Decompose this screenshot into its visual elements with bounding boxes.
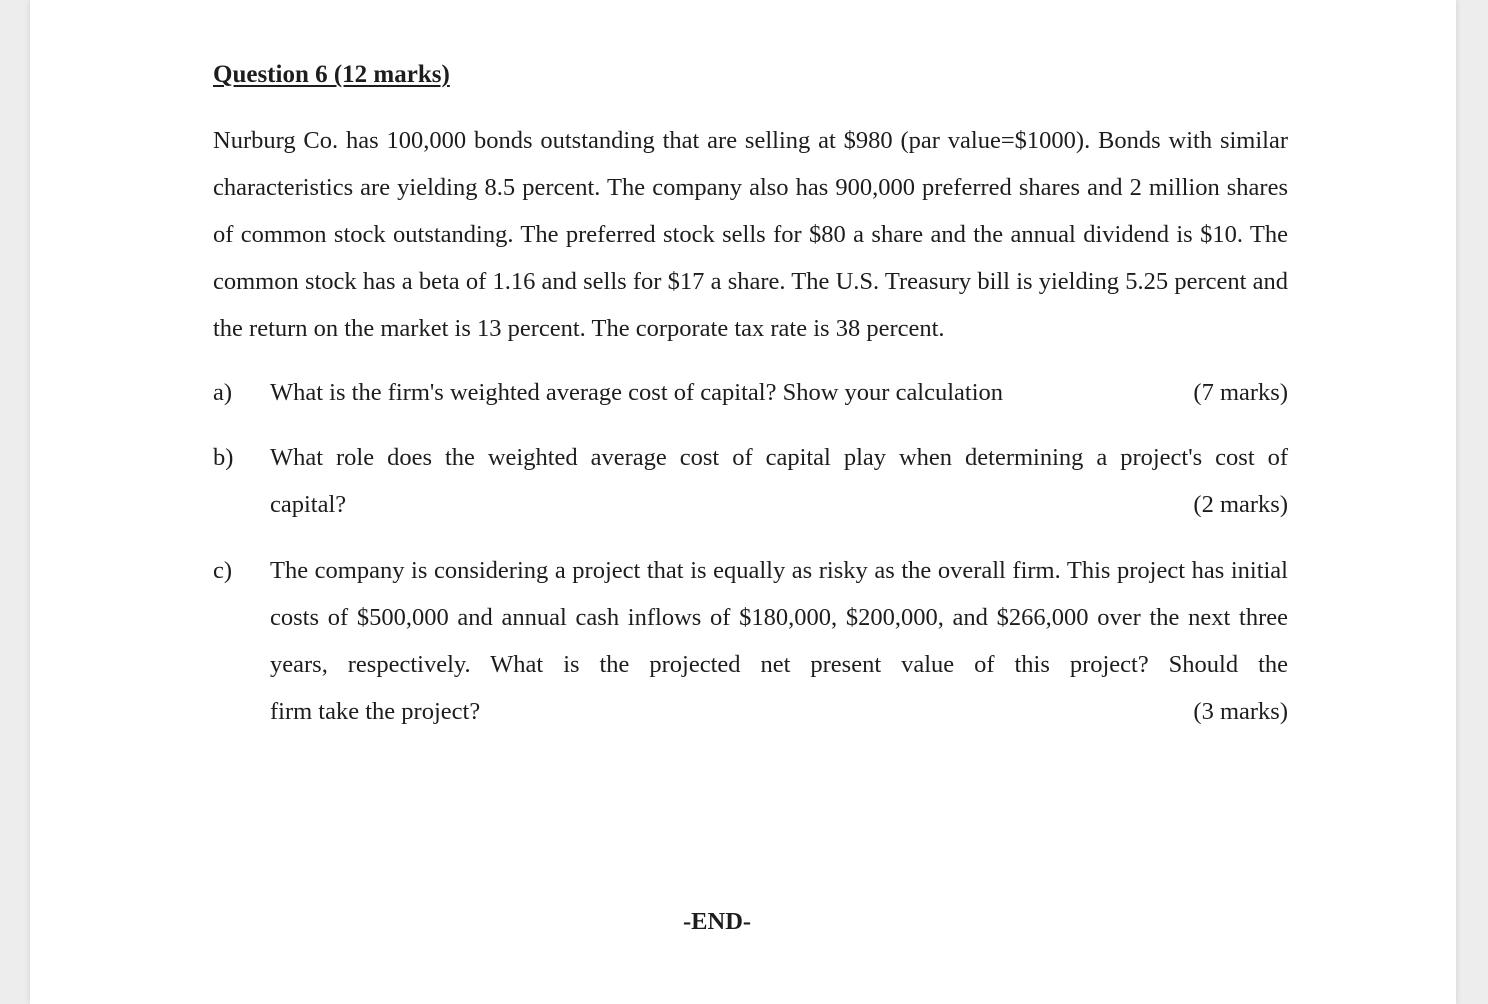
sub-question-text: The company is considering a project that is equally as risky as the overall firm. This project has initial costs of $500,000 and annual cash inflows of $180,000, $200,000, and $266,000 over the next three years, respectively. What is the projected net present value of this project? Should the: [270, 557, 1288, 679]
question-intro: Nurburg Co. has 100,000 bonds outstanding that are selling at $980 (par value=$1000). Bonds with similar characteristics are yielding 8.5 percent. The company also has 900,000 preferred shares and 2 million shares of common stock outstanding. The preferred stock sells for $80 a share and the annual dividend is $10. The common stock has a beta of 1.16 and sells for $17 a share. The U.S. Treasury bill is yielding 5.25 percent and the return on the market is 13 percent. The corporate tax rate is 38 percent.: [213, 127, 1288, 342]
marks-label: (7 marks): [1193, 378, 1288, 406]
sub-question-letter: c): [213, 557, 233, 585]
document-page: [30, 0, 1456, 1004]
sub-question-text: What is the firm's weighted average cost of capital? Show your calculation: [270, 378, 1004, 406]
sub-question-letter: b): [213, 444, 234, 472]
sub-question-letter: a): [213, 378, 233, 406]
marks-label: (2 marks): [1193, 491, 1288, 519]
question-content: [213, 55, 1288, 736]
sub-question-text: What role does the weighted average cost of capital play when determining a project's cost of: [270, 444, 1288, 472]
sub-question-last-line: [270, 689, 1288, 736]
question-title: Question 6 (12 marks): [213, 61, 450, 88]
sub-question-last-line-text: capital?: [270, 491, 347, 519]
end-marker: -END-: [683, 908, 752, 935]
sub-question-last-line-text: firm take the project?: [270, 697, 481, 725]
sub-question-body: [270, 370, 1288, 417]
marks-label: (3 marks): [1193, 697, 1288, 725]
sub-question-last-line: [270, 482, 1288, 529]
sub-question-b: [213, 435, 1288, 529]
sub-question-a: [213, 370, 1288, 417]
sub-question-c: [213, 548, 1288, 736]
